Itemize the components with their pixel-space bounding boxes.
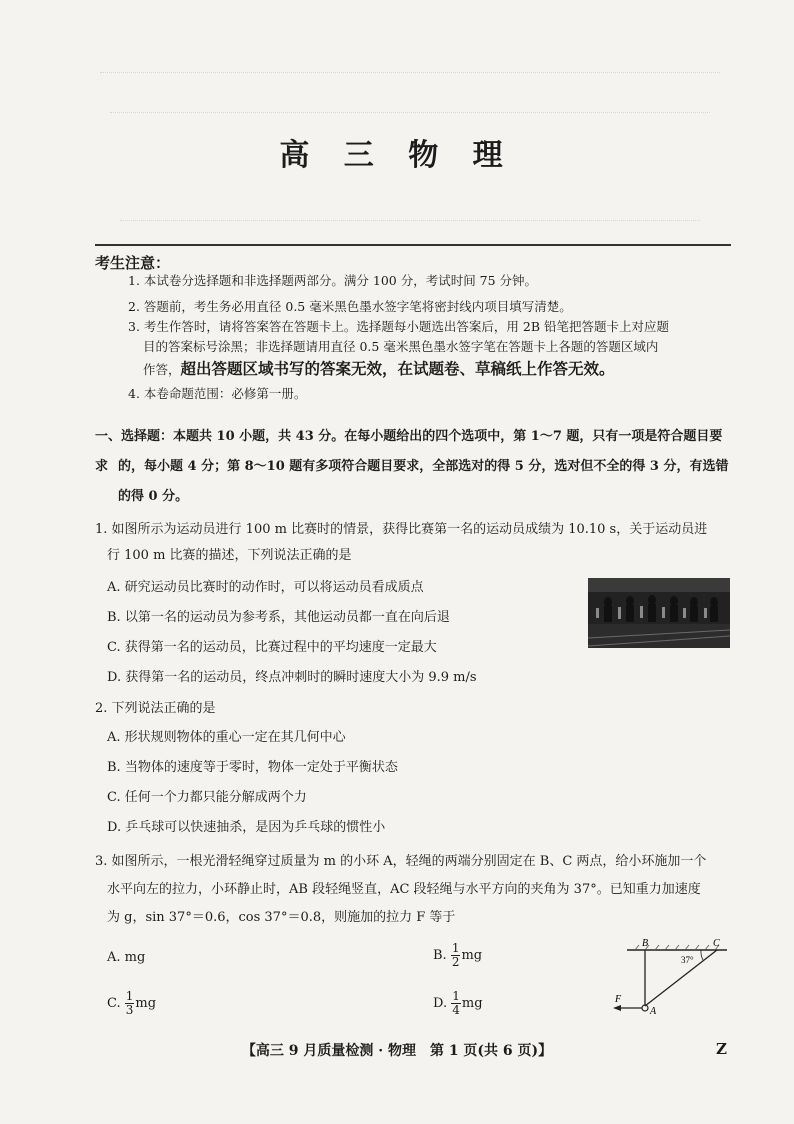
page-footer: 【高三 9 月质量检测 · 物理 第 1 页(共 6 页)】 — [241, 1043, 553, 1059]
bleed-through-line — [120, 220, 700, 229]
q3-option-b — [433, 942, 482, 969]
section1-line-1: 一、选择题：本题共 10 小题，共 43 分。在每小题给出的四个选项中，第 1～7 题，只有一项是符合题目要求 — [95, 429, 723, 474]
q2-option-b: B. 当物体的速度等于零时，物体一定处于平衡状态 — [107, 760, 398, 775]
notice-item-3-prefix: 作答， — [143, 362, 181, 377]
q1-stem-2: 行 100 m 比赛的描述，下列说法正确的是 — [107, 548, 352, 563]
bleed-through-line — [110, 112, 710, 121]
arrowhead-icon — [613, 1005, 621, 1011]
q3-option-b-tail: mg — [461, 948, 483, 963]
q3-stem-3: 为 g，sin 37°＝0.6，cos 37°＝0.8，则施加的拉力 F 等于 — [107, 910, 456, 925]
q3-option-c — [107, 990, 156, 1017]
label-angle: 37° — [681, 955, 694, 965]
section1-line-3: 的得 0 分。 — [118, 489, 189, 504]
q3-stem-2: 水平向左的拉力，小环静止时，AB 段轻绳竖直，AC 段轻绳与水平方向的夹角为 37°。已知重力加速度 — [107, 882, 701, 897]
q1-option-a: A. 研究运动员比赛时的动作时，可以将运动员看成质点 — [107, 580, 424, 595]
corner-mark: Z — [716, 1040, 727, 1058]
q3-stem-1: 3. 如图所示，一根光滑轻绳穿过质量为 m 的小环 A，轻绳的两端分别固定在 B、C 两点，给小环施加一个 — [95, 854, 707, 869]
q1-stem-1: 1. 如图所示为运动员进行 100 m 比赛时的情景，获得比赛第一名的运动员成绩为 10.10 s，关于运动员进 — [95, 522, 708, 537]
bleed-through-line — [100, 72, 720, 81]
race-photo — [588, 578, 730, 648]
q3-option-d-tail: mg — [461, 996, 483, 1011]
q3-diagram — [605, 936, 735, 1018]
fraction-denominator: 3 — [125, 1003, 134, 1017]
notice-item-3: 3. 考生作答时，请将答案答在答题卡上。选择题每小题选出答案后，用 2B 铅笔把答题卡上对应题 — [128, 319, 669, 334]
notice-item-4: 4. 本卷命题范围：必修第一册。 — [128, 386, 307, 401]
q3-option-d-prefix: D. — [433, 996, 452, 1011]
label-f: F — [615, 994, 622, 1005]
fraction-denominator: 2 — [451, 955, 460, 969]
title-rule — [95, 244, 731, 246]
q3-option-c-fraction — [125, 990, 135, 1017]
q2-stem: 2. 下列说法正确的是 — [95, 701, 216, 716]
q3-option-d-fraction — [451, 990, 461, 1017]
race-photo-illustration — [588, 578, 730, 648]
fraction-numerator: 1 — [451, 941, 460, 955]
label-c: C — [713, 938, 720, 949]
q3-option-b-prefix: B. — [433, 948, 451, 963]
fraction-numerator: 1 — [452, 989, 460, 1003]
fraction-denominator: 4 — [452, 1003, 460, 1017]
q1-option-c: C. 获得第一名的运动员，比赛过程中的平均速度一定最大 — [107, 640, 437, 655]
page-title: 高 三 物 理 — [279, 138, 515, 173]
q3-option-d — [433, 990, 483, 1017]
notice-item-3-cont: 目的答案标号涂黑；非选择题请用直径 0.5 毫米黑色墨水签字笔在答题卡上各题的答题区域内 — [143, 339, 659, 354]
label-a: A — [650, 1006, 657, 1017]
notice-heading: 考生注意： — [95, 254, 171, 272]
angle-arc — [701, 950, 703, 960]
notice-emphasis: 超出答题区域书写的答案无效，在试题卷、草稿纸上作答无效。 — [180, 359, 615, 378]
notice-item-1: 1. 本试卷分选择题和非选择题两部分。满分 100 分，考试时间 75 分钟。 — [128, 273, 538, 288]
notice-item-2: 2. 答题前，考生务必用直径 0.5 毫米黑色墨水签字笔将密封线内项目填写清楚。 — [128, 299, 572, 314]
fraction-numerator: 1 — [125, 989, 134, 1003]
q3-option-c-tail: mg — [135, 996, 157, 1011]
q1-option-d: D. 获得第一名的运动员，终点冲刺时的瞬时速度大小为 9.9 m/s — [107, 670, 477, 685]
q1-option-b: B. 以第一名的运动员为参考系，其他运动员都一直在向后退 — [107, 610, 450, 625]
q2-option-c: C. 任何一个力都只能分解成两个力 — [107, 790, 307, 805]
label-b: B — [642, 938, 649, 949]
q3-option-c-prefix: C. — [107, 996, 125, 1011]
q3-option-b-fraction — [451, 942, 461, 969]
notice-item-3-tail — [143, 359, 615, 380]
q2-option-d: D. 乒乓球可以快速抽杀，是因为乒乓球的惯性小 — [107, 820, 386, 835]
q3-option-a: A. mg — [107, 950, 146, 965]
section1-line-2: 的，每小题 4 分；第 8～10 题有多项符合题目要求，全部选对的得 5 分，选对但不全的得 3 分，有选错 — [118, 459, 729, 474]
q2-option-a: A. 形状规则物体的重心一定在其几何中心 — [107, 730, 346, 745]
